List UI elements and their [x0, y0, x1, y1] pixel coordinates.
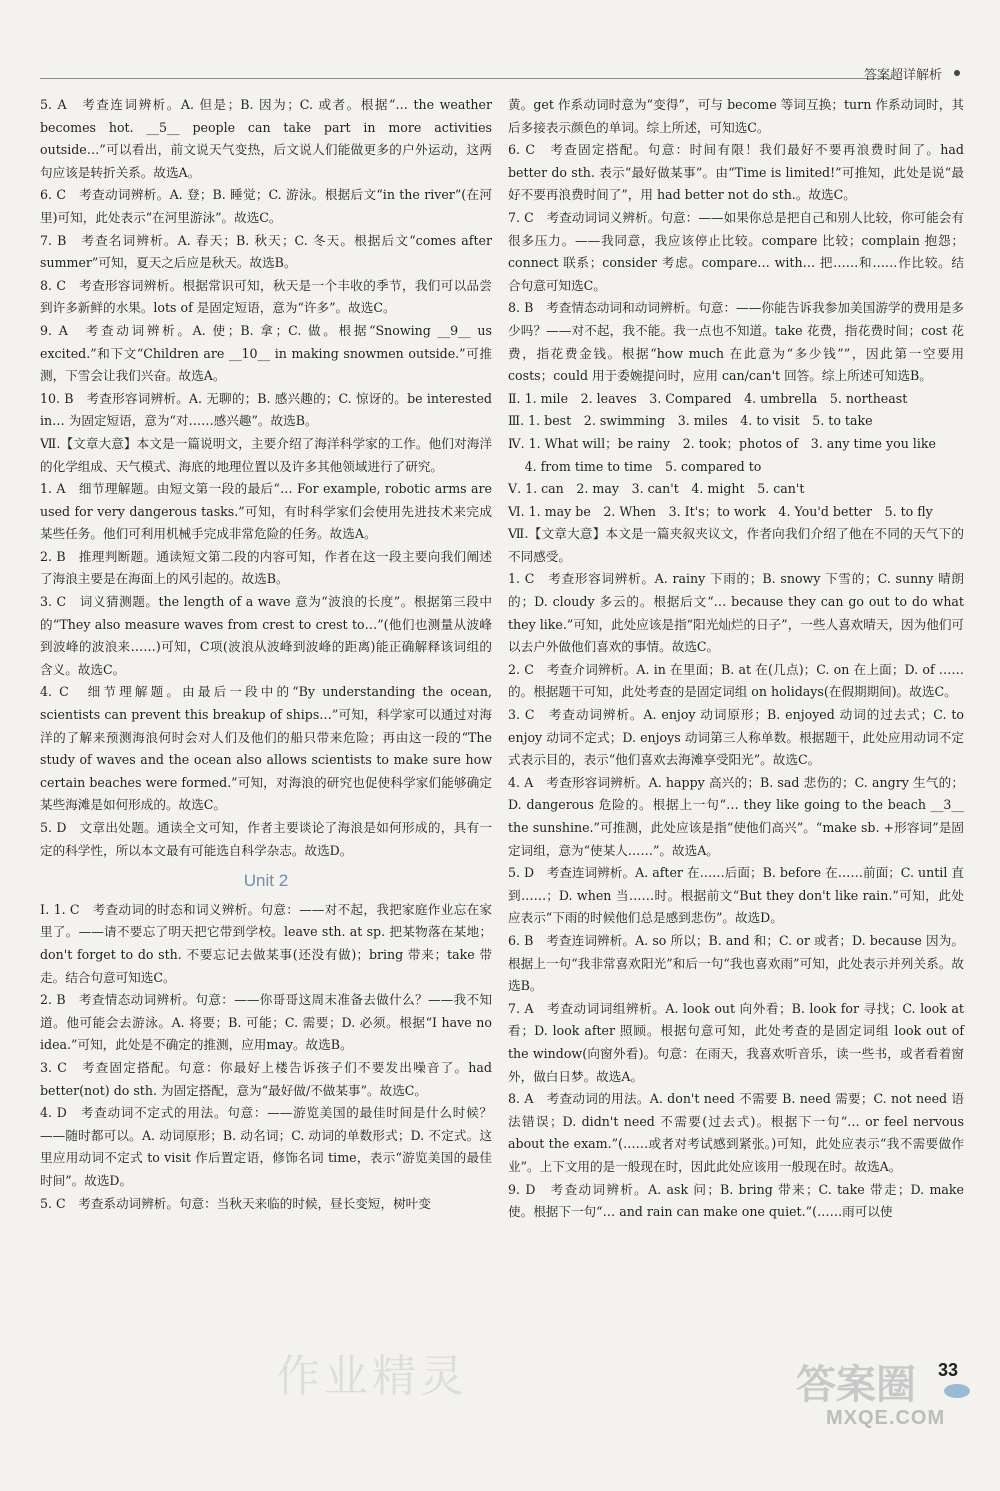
answer-item: 9. D 考查动词辨析。A. ask 问；B. bring 带来；C. take 带走；D. make 使。根据下一句“… and rain can make one quiet.”(……雨可以使	[508, 1181, 964, 1220]
answer-item: 8. C 考查形容词辨析。根据常识可知，秋天是一个丰收的季节，我们可以品尝到许多新鲜的水果。lots of 是固定短语，意为“许多”。故选C。	[40, 277, 492, 316]
answer-item: 3. C 词义猜测题。the length of a wave 意为“波浪的长度”。根据第三段中的“They also measure waves from crest to crest to…”(他们也测量从波峰到波峰的波浪来……)可知，C项(波浪从波峰到波峰的距离)能正确解释该词组的含义。故选C。	[40, 594, 492, 677]
unit-title: Unit 2	[243, 871, 289, 891]
answer-row: Ⅱ. 1. mile 2. leaves 3. Compared 4. umbrella 5. northeast	[508, 390, 908, 406]
answer-item: 5. C 考查系动词辨析。句意：当秋天来临的时候，昼长变短，树叶变	[40, 1195, 431, 1211]
answer-row: Ⅲ. 1. best 2. swimming 3. miles 4. to visit 5. to take	[508, 413, 873, 429]
answer-item: 2. B 推理判断题。通读短文第二段的内容可知，作者在这一段主要向我们阐述了海浪主要是在海面上的风引起的。故选B。	[40, 548, 492, 587]
answer-item: 黄。get 作系动词时意为“变得”，可与 become 等词互换；turn 作系动词时，其后多接表示颜色的单词。综上所述，可知选C。	[508, 97, 964, 135]
watermark-corner-site: MXQE.COM	[826, 1407, 946, 1429]
answer-item: 10. B 考查形容词辨析。A. 无聊的；B. 感兴趣的；C. 惊讶的。be interested in… 为固定短语，意为“对……感兴趣”。故选B。	[40, 390, 492, 429]
section-summary: Ⅶ.【文章大意】本文是一篇夹叙夹议文，作者向我们介绍了他在不同的天气下的不同感受。	[508, 526, 964, 564]
answer-item: 7. C 考查动词词义辨析。句意：——如果你总是把自己和别人比较，你可能会有很多压力。——我同意，我应该停止比较。compare 比较；complain 抱怨；connect 联系；consider 考虑。compare… with… 把……和……作比较。结合句意可知选C。	[508, 209, 964, 293]
answer-item: 6. C 考查动词辨析。A. 登；B. 睡觉；C. 游泳。根据后文“in the river”(在河里)可知，此处表示“在河里游泳”。故选C。	[40, 187, 492, 225]
page-number: 33	[938, 1360, 959, 1380]
answer-item: Ⅰ. 1. C 考查动词的时态和词义辨析。句意：——对不起，我把家庭作业忘在家里了。——请不要忘了明天把它带到学校。leave sth. at sp. 把某物落在某地；don't forget to do sth. 不要忘记去做某事(还没有做)；bring 带来；take 带走。结合句意可知选C。	[40, 901, 492, 985]
section-summary: Ⅶ.【文章大意】本文是一篇说明文，主要介绍了海洋科学家的工作。他们对海洋的化学组成、天气模式、海底的地理位置以及许多其他领域进行了研究。	[40, 435, 492, 474]
answer-item: 7. B 考查名词辨析。A. 春天；B. 秋天；C. 冬天。根据后文“comes after summer”可知，夏天之后应是秋天。故选B。	[40, 232, 492, 271]
answer-item: 6. C 考查固定搭配。句意：时间有限！我们最好不要再浪费时间了。had better do sth. 表示“最好做某事”。由“Time is limited!”可推知，此处是说“最好不要再浪费时间了”，用 had better not do sth.。故选C。	[508, 142, 964, 203]
answer-item: 1. A 细节理解题。由短文第一段的最后“… For example, robotic arms are used for very dangerous tasks.”可知，有时科学家们会使用先进技术来完成某些任务。他们可利用机械手完成非常危险的任务。故选A。	[40, 481, 492, 542]
answer-item: 4. D 考查动词不定式的用法。句意：——游览美国的最佳时间是什么时候？——随时都可以。A. 动词原形；B. 动名词；C. 动词的单数形式；D. 不定式。这里应用动词不定式 to visit 作后置定语，修饰名词 time，表示“游览美国的最佳时间”。故选D。	[40, 1105, 492, 1188]
answer-item: 2. C 考查介词辨析。A. in 在里面；B. at 在(几点)；C. on 在上面；D. of ……的。根据题干可知，此处考查的是固定词组 on holidays(在假期期间)。故选C。	[508, 661, 964, 700]
answer-item: 5. D 文章出处题。通读全文可知，作者主要谈论了海浪是如何形成的，具有一定的科学性，所以本文最有可能选自科学杂志。故选D。	[40, 820, 492, 858]
answer-item: 4. A 考查形容词辨析。A. happy 高兴的；B. sad 悲伤的；C. angry 生气的；D. dangerous 危险的。根据上一句“… they like going to the beach __3__ the sunshine.”可推测，此处应该是指“使他们高兴”。“make sb. +形容词”是固定词组，意为“使某人……”。故选A。	[508, 774, 964, 858]
right-column	[508, 94, 964, 1224]
answer-item: 3. C 考查动词辨析。A. enjoy 动词原形；B. enjoyed 动词的过去式；C. to enjoy 动词不定式；D. enjoys 动词第三人称单数。根据题干，此处应用动词不定式表示目的，表示“他们喜欢去海滩享受阳光”。故选C。	[508, 707, 964, 768]
answer-item: 1. C 考查形容词辨析。A. rainy 下雨的；B. snowy 下雪的；C. sunny 晴朗的；D. cloudy 多云的。根据后文“… because they can go out to do what they like.”可知，此处应该是指“阳光灿烂的日子”，一些人喜欢晴天，因为他们可以去户外做他们喜欢的事情。故选C。	[508, 571, 965, 655]
answer-row: Ⅵ. 1. may be 2. When 3. It's；to work 4. You'd better 5. to fly	[508, 503, 933, 519]
answer-item: 7. A 考查动词词组辨析。A. look out 向外看；B. look for 寻找；C. look at 看；D. look after 照顾。根据句意可知，此处考查的是固定词组 look out of the window(向窗外看)。句意：在雨天，我喜欢听音乐，读一些书，或者看着窗外，做白日梦。故选A。	[508, 1000, 964, 1084]
answer-item: 2. B 考查情态动词辨析。句意：——你哥哥这周末准备去做什么？——我不知道。他可能会去游泳。A. 将要；B. 可能；C. 需要；D. 必须。根据“I have no idea.”可知，此处是不确定的推测，应用may。故选B。	[40, 992, 492, 1053]
answer-item: 5. A 考查连词辨析。A. 但是；B. 因为；C. 或者。根据“… the weather becomes hot. __5__ people can take part in more activities outside…”可以看出，前文说天气变热，后文说人们能做更多的户外运动，这两句应该是转折关系。故选A。	[40, 97, 492, 180]
answer-row: 4. from time to time 5. compared to	[508, 458, 762, 474]
header-dot	[954, 70, 960, 76]
answer-item: 8. B 考查情态动词和动词辨析。句意：——你能告诉我参加美国游学的费用是多少吗？——对不起，我不能。我一点也不知道。take 花费，指花费时间；cost 花费，指花费金钱。根据“how much 在此意为“多少钱””，因此第一空要用 costs；could 用于委婉提问时，应用 can/can't 回答。综上所述可知选B。	[508, 300, 964, 384]
answer-item: 6. B 考查连词辨析。A. so 所以；B. and 和；C. or 或者；D. because 因为。根据上一句“我非常喜欢阳光”和后一句“我也喜欢雨”可知，此处表示并列关系。故选B。	[508, 932, 964, 994]
answer-item: 5. D 考查连词辨析。A. after 在……后面；B. before 在……前面；C. until 直到……；D. when 当……时。根据前文“But they don't like rain.”可知，此处应表示“下雨的时候他们总是感到悲伤”。故选D。	[508, 865, 964, 926]
answer-row: Ⅴ. 1. can 2. may 3. can't 4. might 5. can't	[508, 481, 805, 497]
answer-item: 3. C 考查固定搭配。句意：你最好上楼告诉孩子们不要发出噪音了。had better(not) do sth. 为固定搭配，意为“最好做/不做某事”。故选C。	[40, 1059, 492, 1098]
answer-item: 8. A 考查动词的用法。A. don't need 不需要 B. need 需要；C. not need 语法错误；D. didn't need 不需要(过去式)。根据下一句“… or feel nervous about the exam.”(……或者对考试感到紧张。)可知，此处应表示“我不需要做作业”。上下文用的是一般现在时，因此此处应该用一般现在时。故选A。	[508, 1091, 964, 1174]
watermark-bottom: 作业精灵	[276, 1351, 468, 1402]
answer-item: 9. A 考查动词辨析。A. 使；B. 拿；C. 做。根据“Snowing __9__ us excited.”和下文“Children are __10__ in making snowmen outside.”可推测，下雪会让我们兴奋。故选A。	[40, 322, 492, 384]
header-title: 答案超详解析	[863, 68, 942, 83]
left-column	[40, 94, 492, 1215]
answer-row: Ⅳ. 1. What will；be rainy 2. took；photos of 3. any time you like	[508, 435, 936, 451]
watermark-corner	[766, 1353, 966, 1443]
header-rule	[40, 78, 892, 79]
watermark-corner-main: 答案圈	[796, 1362, 916, 1408]
answer-item: 4. C 细节理解题。由最后一段中的“By understanding the ocean, scientists can prevent this breakup of ships…”可知，科学家可以通过对海洋的了解来预测海浪何时会对人们及他们的船只带来危险；再由这一段的“The study of waves and the ocean also allows scientists to make sure how certain beaches were formed.”可知，对海浪的研究也促使科学家们能够确定某些海滩是如何形成的。故选C。	[40, 684, 492, 813]
